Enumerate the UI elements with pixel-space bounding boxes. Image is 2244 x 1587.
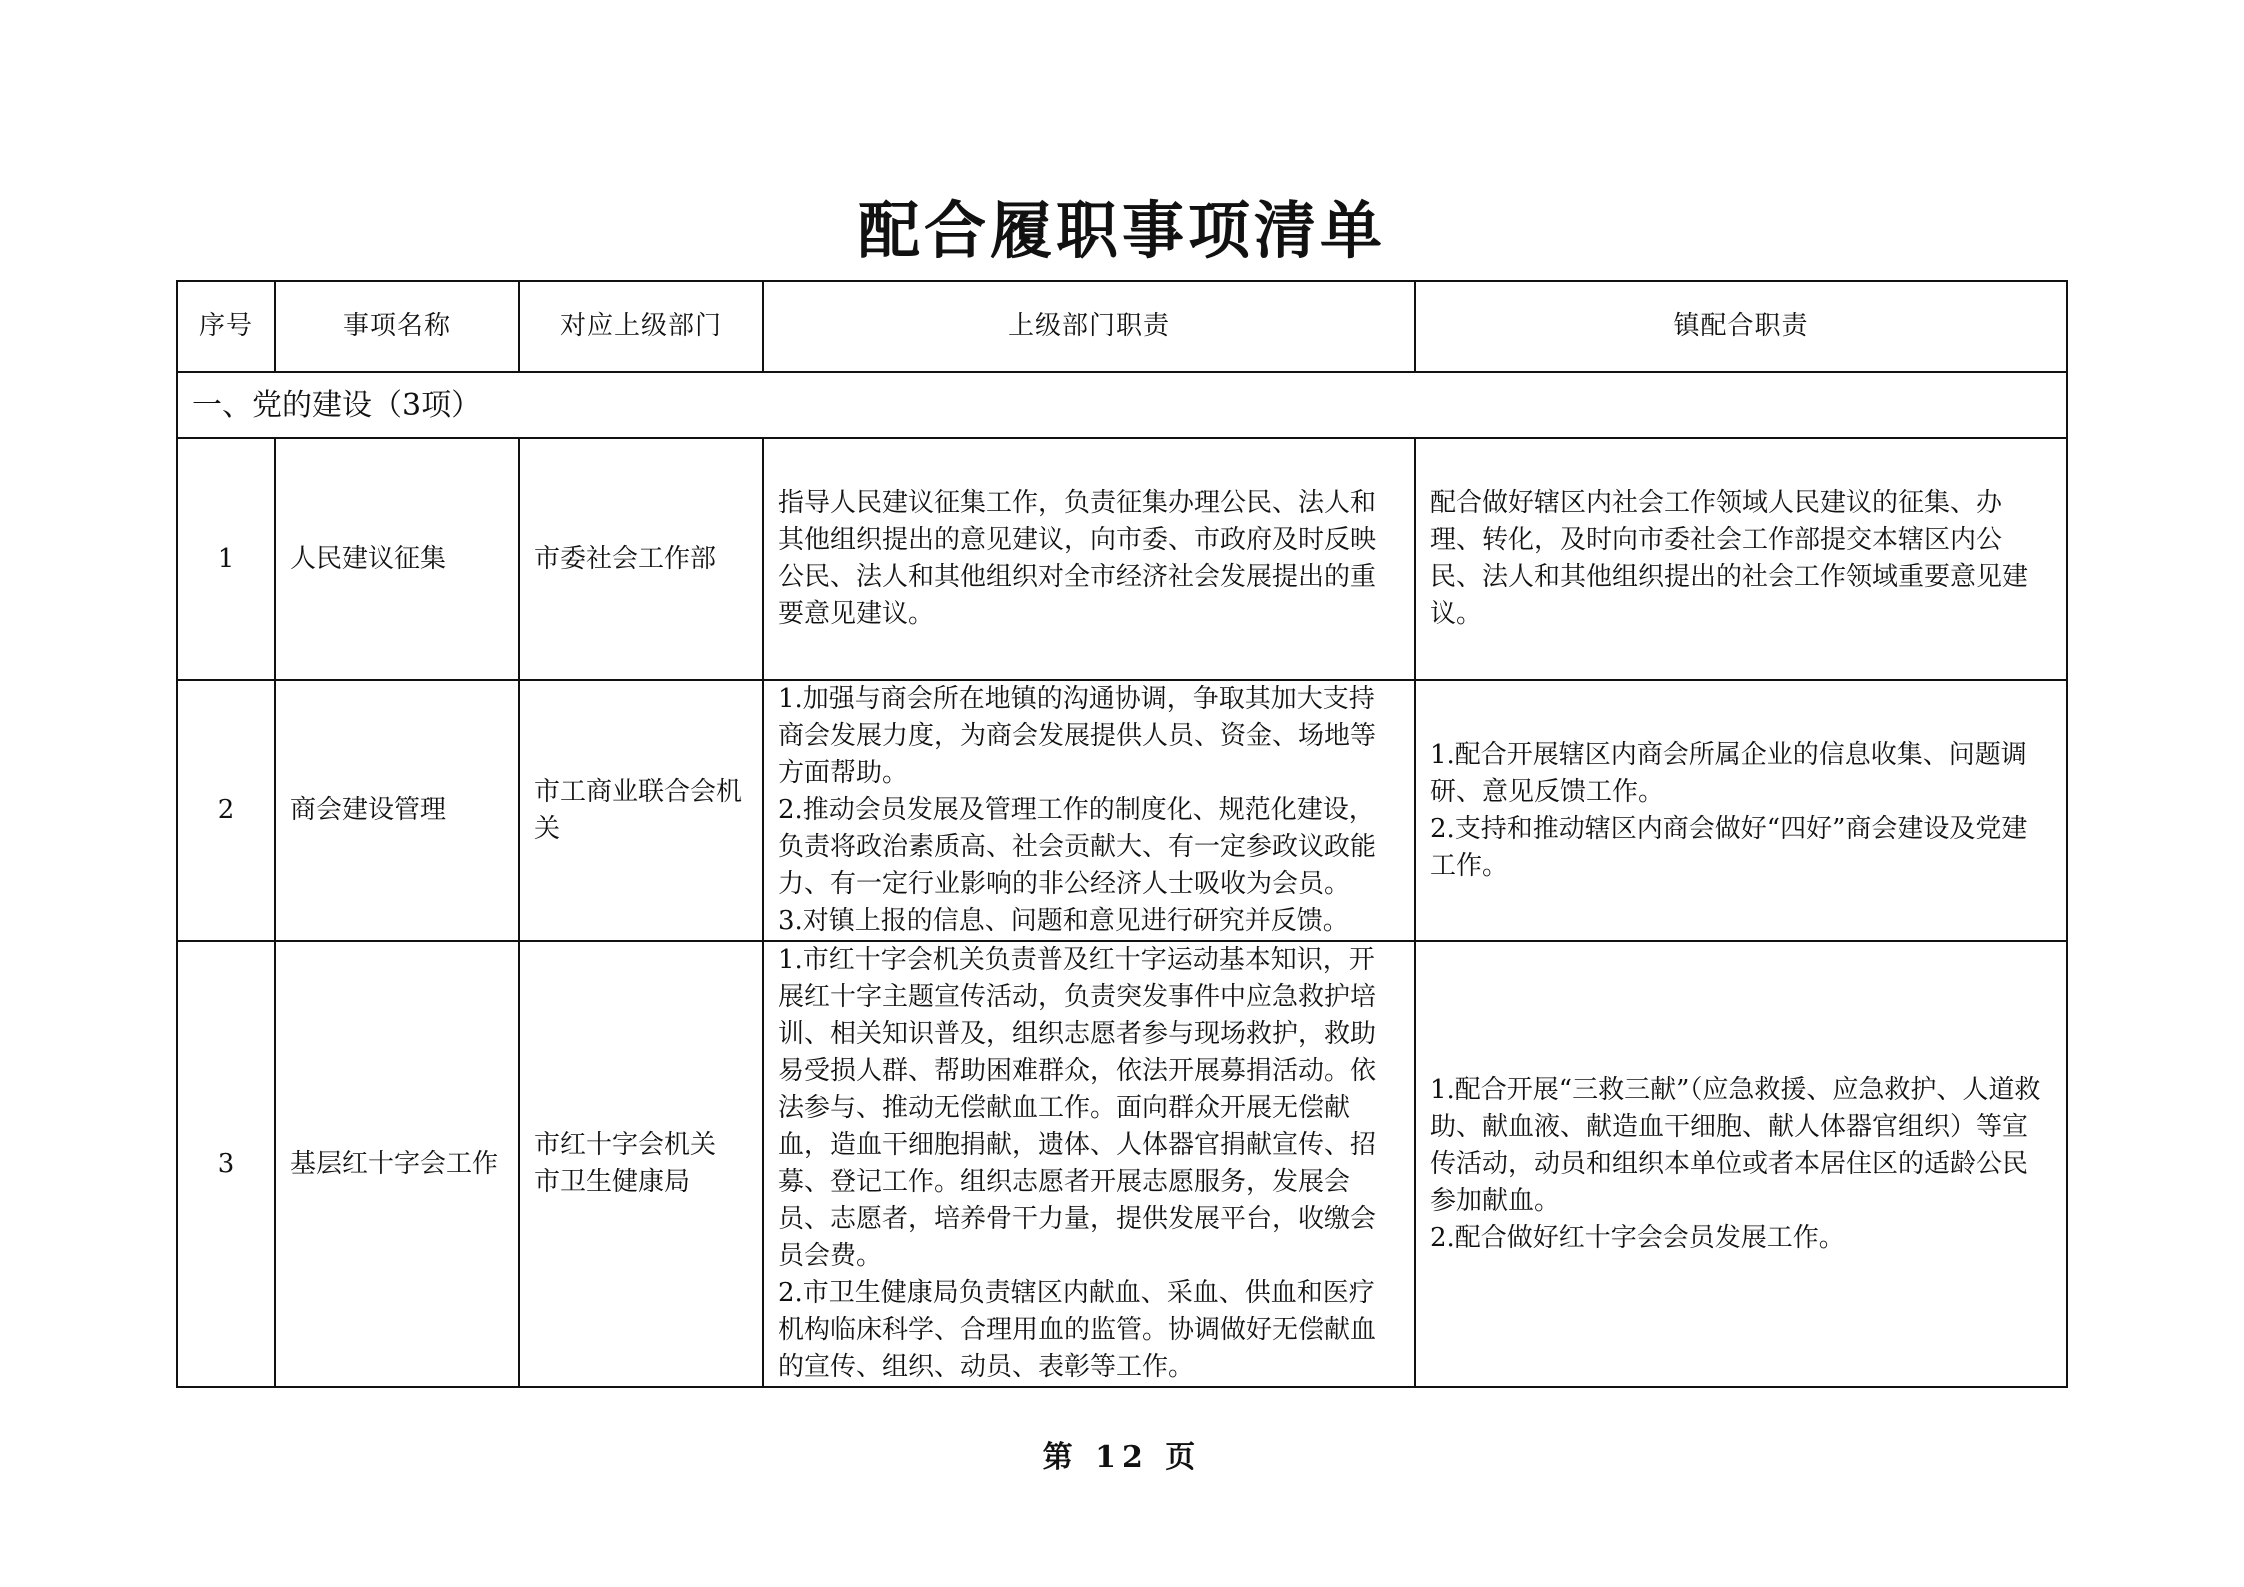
upper-duty: [763, 680, 1415, 941]
duty-paragraph: 3.对镇上报的信息、问题和意见进行研究并反馈。: [778, 906, 1349, 936]
row-number: 1: [177, 438, 275, 680]
duty-paragraph: 1.市红十字会机关负责普及红十字运动基本知识，开展红十字主题宣传活动，负责突发事件中应急救护培训、相关知识普及，组织志愿者参与现场救护，救助易受损人群、帮助困难群众，依法开展募捐活动。依法参与、推动无偿献血工作。面向群众开展无偿献血，造血干细胞捐献，遗体、人体器官捐献宣传、招募、登记工作。组织志愿者开展志愿服务，发展会员、志愿者，培养骨干力量，提供发展平台，收缴会员会费。: [778, 945, 1377, 1271]
table-header-row: [177, 281, 2067, 372]
header-item-name: 事项名称: [275, 281, 519, 372]
duty-paragraph: 2.配合做好红十字会会员发展工作。: [1430, 1222, 1845, 1253]
header-town-duty: 镇配合职责: [1415, 281, 2067, 372]
section-row: [177, 372, 2067, 438]
table-row: [177, 680, 2067, 941]
document-title: 配合履职事项清单: [857, 194, 1386, 267]
duty-paragraph: 1.加强与商会所在地镇的沟通协调，争取其加大支持商会发展力度，为商会发展提供人员、资金、场地等方面帮助。: [778, 684, 1377, 788]
duty-paragraph: 2.推动会员发展及管理工作的制度化、规范化建设，负责将政治素质高、社会贡献大、有一定参政议政能力、有一定行业影响的非公经济人士吸收为会员。: [778, 795, 1377, 899]
item-name: 商会建设管理: [275, 680, 519, 941]
duty-paragraph: 1.配合开展“三救三献”（应急救援、应急救护、人道救助、献血液、献造血干细胞、献人体器官组织）等宣传活动，动员和组织本单位或者本居住区的适龄公民参加献血。: [1430, 1074, 2041, 1216]
duty-paragraph: 2.市卫生健康局负责辖区内献血、采血、供血和医疗机构临床科学、合理用血的监管。协调做好无偿献血的宣传、组织、动员、表彰等工作。: [778, 1278, 1377, 1382]
department: [519, 438, 763, 680]
department-line: 市红十字会机关: [534, 1130, 717, 1160]
duty-paragraph: 指导人民建议征集工作，负责征集办理公民、法人和其他组织提出的意见建议，向市委、市政府及时反映公民、法人和其他组织对全市经济社会发展提出的重要意见建议。: [778, 488, 1377, 629]
duty-paragraph: 配合做好辖区内社会工作领域人民建议的征集、办理、转化，及时向市委社会工作部提交本辖区内公民、法人和其他组织提出的社会工作领域重要意见建议。: [1430, 488, 2029, 629]
department: [519, 680, 763, 941]
item-name: 基层红十字会工作: [275, 941, 519, 1387]
upper-duty: [763, 941, 1415, 1387]
row-number: 3: [177, 941, 275, 1387]
department-line: 市工商业联合会机关: [534, 776, 743, 844]
table-row: [177, 438, 2067, 680]
item-name: 人民建议征集: [275, 438, 519, 680]
department: [519, 941, 763, 1387]
upper-duty: [763, 438, 1415, 680]
table-row: [177, 941, 2067, 1387]
town-duty: [1415, 941, 2067, 1387]
department-line: 市委社会工作部: [534, 543, 717, 574]
duty-paragraph: 1.配合开展辖区内商会所属企业的信息收集、问题调研、意见反馈工作。: [1430, 739, 2027, 807]
row-number: 2: [177, 680, 275, 941]
town-duty: [1415, 438, 2067, 680]
duty-paragraph: 2.支持和推动辖区内商会做好“四好”商会建设及党建工作。: [1430, 813, 2028, 881]
department-line: 市卫生健康局: [534, 1167, 691, 1197]
header-no: 序号: [177, 281, 275, 372]
section-title: 一、党的建设（3项）: [177, 372, 2067, 438]
town-duty: [1415, 680, 2067, 941]
header-department: 对应上级部门: [519, 281, 763, 372]
header-upper-duty: 上级部门职责: [763, 281, 1415, 372]
duty-list-table: [176, 280, 2068, 1388]
page-number: 第 12 页: [1042, 1440, 1202, 1475]
